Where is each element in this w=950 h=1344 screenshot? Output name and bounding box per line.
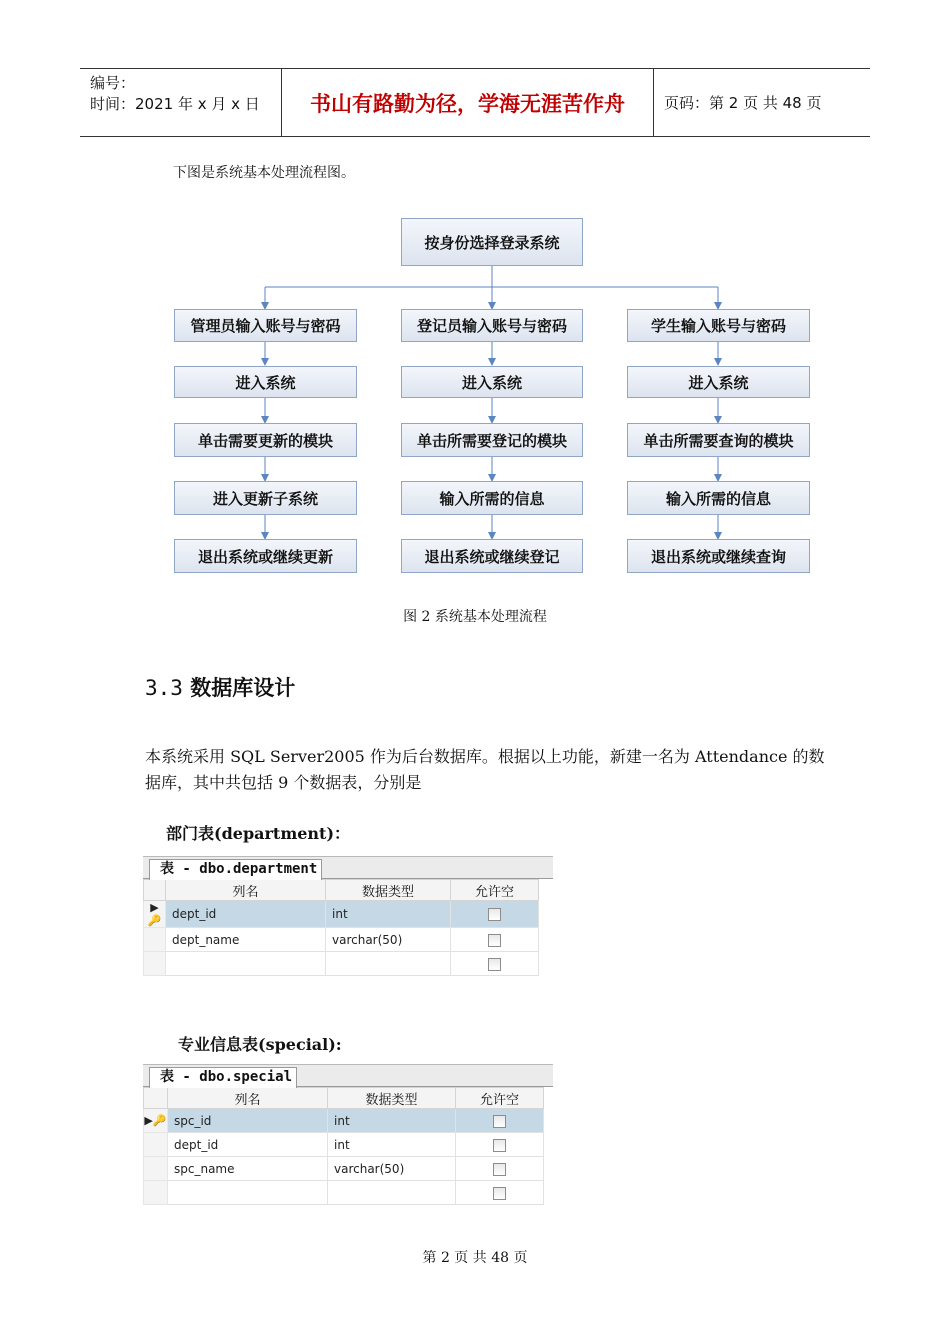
section-heading: [145, 672, 295, 702]
flow-box-registrar-1: 登记员输入账号与密码: [401, 309, 583, 342]
flow-box-admin-5: 退出系统或继续更新: [174, 539, 357, 573]
row-selector[interactable]: [144, 952, 166, 976]
allow-null-checkbox[interactable]: [493, 1139, 506, 1152]
column-header-type[interactable]: 数据类型: [326, 880, 451, 901]
number-label: 编号：: [90, 74, 136, 92]
column-name-cell[interactable]: dept_name: [166, 928, 326, 952]
column-header-type[interactable]: 数据类型: [328, 1088, 456, 1109]
allow-null-cell[interactable]: [456, 1109, 544, 1133]
section-number: 3.3: [145, 676, 183, 700]
column-header-nullable[interactable]: 允许空: [456, 1088, 544, 1109]
column-header-name[interactable]: 列名: [166, 880, 326, 901]
data-type-cell[interactable]: int: [328, 1133, 456, 1157]
header-motto: 书山有路勤为径，学海无涯苦作舟: [282, 69, 654, 136]
table1-tabbar: [143, 857, 553, 879]
table2-editor: [143, 1064, 553, 1205]
flow-box-admin-3: 单击需要更新的模块: [174, 423, 357, 457]
figure-caption: 图 2 系统基本处理流程: [403, 609, 547, 625]
table-row[interactable]: [144, 928, 539, 952]
flow-box-admin-4: 进入更新子系统: [174, 481, 357, 515]
allow-null-checkbox[interactable]: [488, 934, 501, 947]
primary-key-icon: ▶🔑: [144, 1109, 168, 1133]
table-row[interactable]: [144, 1133, 544, 1157]
table-row[interactable]: [144, 1181, 544, 1205]
data-type-cell[interactable]: [326, 952, 451, 976]
data-type-cell[interactable]: varchar(50): [326, 928, 451, 952]
data-type-cell[interactable]: [328, 1181, 456, 1205]
time-label: 时间：2021 年 x 月 x 日: [90, 95, 260, 113]
intro-text: 下图是系统基本处理流程图。: [173, 165, 355, 181]
data-type-cell[interactable]: varchar(50): [328, 1157, 456, 1181]
table2-label: 专业信息表(special):: [178, 1035, 342, 1054]
table-row[interactable]: [144, 1157, 544, 1181]
row-selector[interactable]: [144, 1181, 168, 1205]
flow-box-registrar-3: 单击所需要登记的模块: [401, 423, 583, 457]
allow-null-checkbox[interactable]: [493, 1115, 506, 1128]
column-name-cell[interactable]: spc_id: [168, 1109, 328, 1133]
row-selector[interactable]: [144, 928, 166, 952]
flow-box-registrar-5: 退出系统或继续登记: [401, 539, 583, 573]
table1-label: 部门表(department)：: [166, 824, 351, 843]
column-name-cell[interactable]: [166, 952, 326, 976]
allow-null-checkbox[interactable]: [488, 958, 501, 971]
column-header-nullable[interactable]: 允许空: [451, 880, 539, 901]
allow-null-checkbox[interactable]: [488, 908, 501, 921]
primary-key-icon: ▶🔑: [144, 901, 166, 928]
page-footer: 第 2 页 共 48 页: [422, 1250, 528, 1266]
allow-null-cell[interactable]: [451, 952, 539, 976]
allow-null-cell[interactable]: [456, 1157, 544, 1181]
column-name-cell[interactable]: [168, 1181, 328, 1205]
flow-box-login: 按身份选择登录系统: [401, 218, 583, 266]
page-header: [80, 68, 870, 137]
flow-box-student-5: 退出系统或继续查询: [627, 539, 810, 573]
table1-grid: [143, 879, 539, 976]
table2-grid: [143, 1087, 544, 1205]
allow-null-cell[interactable]: [451, 928, 539, 952]
flow-box-admin-1: 管理员输入账号与密码: [174, 309, 357, 342]
flow-box-student-2: 进入系统: [627, 366, 810, 398]
flow-box-admin-2: 进入系统: [174, 366, 357, 398]
row-selector[interactable]: [144, 1133, 168, 1157]
column-name-cell[interactable]: dept_id: [168, 1133, 328, 1157]
row-selector-header: [144, 1088, 168, 1109]
allow-null-checkbox[interactable]: [493, 1163, 506, 1176]
table1-tab[interactable]: 表 - dbo.department: [149, 859, 322, 880]
allow-null-cell[interactable]: [456, 1181, 544, 1205]
table-row[interactable]: [144, 952, 539, 976]
allow-null-cell[interactable]: [451, 901, 539, 928]
column-name-cell[interactable]: dept_id: [166, 901, 326, 928]
flow-box-student-3: 单击所需要查询的模块: [627, 423, 810, 457]
header-meta: [80, 69, 282, 136]
allow-null-checkbox[interactable]: [493, 1187, 506, 1200]
table-row[interactable]: [144, 1109, 544, 1133]
header-page-info: 页码：第 2 页 共 48 页: [664, 94, 822, 112]
data-type-cell[interactable]: int: [328, 1109, 456, 1133]
table2-tab[interactable]: 表 - dbo.special: [149, 1067, 297, 1088]
table1-header-row: [144, 880, 539, 901]
flow-box-registrar-2: 进入系统: [401, 366, 583, 398]
section-title: 数据库设计: [190, 676, 296, 700]
body-paragraph: 本系统采用 SQL Server2005 作为后台数据库。根据以上功能，新建一名为 Attendance 的数据库，其中共包括 9 个数据表，分别是: [145, 747, 825, 792]
table1-editor: [143, 856, 553, 976]
row-selector-header: [144, 880, 166, 901]
row-selector[interactable]: [144, 1157, 168, 1181]
data-type-cell[interactable]: int: [326, 901, 451, 928]
flow-box-student-1: 学生输入账号与密码: [627, 309, 810, 342]
flow-box-registrar-4: 输入所需的信息: [401, 481, 583, 515]
column-header-name[interactable]: 列名: [168, 1088, 328, 1109]
table-row[interactable]: [144, 901, 539, 928]
column-name-cell[interactable]: spc_name: [168, 1157, 328, 1181]
allow-null-cell[interactable]: [456, 1133, 544, 1157]
flow-box-student-4: 输入所需的信息: [627, 481, 810, 515]
table2-header-row: [144, 1088, 544, 1109]
table2-tabbar: [143, 1065, 553, 1087]
